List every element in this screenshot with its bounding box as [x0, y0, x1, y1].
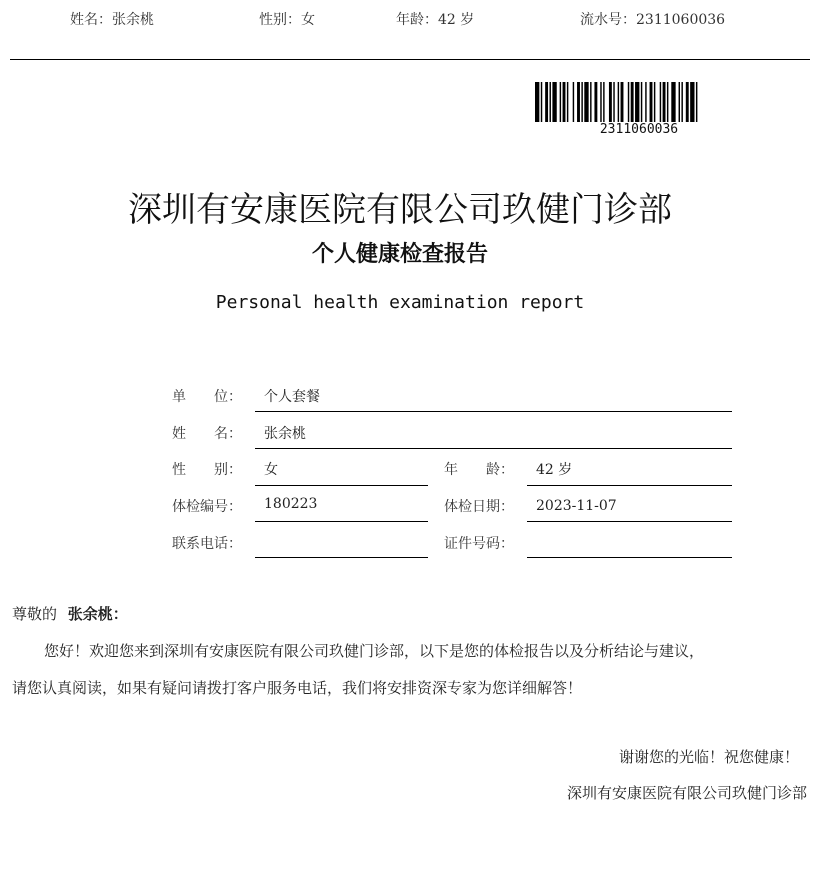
exam-number-value: 180223 — [264, 496, 318, 512]
salutation-name: 张余桃： — [67, 605, 128, 623]
barcode-bar — [641, 82, 642, 122]
age-underline — [527, 485, 732, 486]
signature-line: 深圳有安康医院有限公司玖健门诊部 — [566, 784, 807, 802]
report-title-cn: 个人健康检查报告 — [311, 241, 488, 267]
letter-line-2: 请您认真阅读，如果有疑问请拨打客户服务电话，我们将安排资深专家为您详细解答！ — [12, 679, 583, 697]
gender-value: 女 — [264, 462, 278, 478]
barcode-bar — [541, 82, 542, 122]
exam-date-value: 2023-11-07 — [536, 498, 617, 514]
unit-value: 个人套餐 — [264, 389, 320, 405]
barcode-bar — [584, 82, 588, 122]
unit-underline — [255, 411, 732, 412]
header-gender: 性别：女 — [259, 12, 315, 28]
salutation-prefix: 尊敬的 — [12, 605, 58, 623]
salutation — [12, 603, 128, 624]
letter-line-1: 您好！欢迎您来到深圳有安康医院有限公司玖健门诊部，以下是您的体检报告以及分析结论与建议， — [44, 642, 705, 660]
organization-title: 深圳有安康医院有限公司玖健门诊部 — [128, 190, 672, 230]
barcode-bar — [560, 82, 561, 122]
barcode-number: 2311060036 — [599, 122, 679, 137]
name-label: 姓 名： — [172, 426, 242, 442]
barcode-bar — [679, 82, 680, 122]
age-value: 42 岁 — [536, 462, 573, 478]
age-label: 年 龄： — [444, 462, 514, 478]
gender-underline — [255, 485, 428, 486]
exam-date-underline — [527, 521, 732, 522]
barcode-bar — [628, 82, 629, 122]
barcode-bar — [545, 82, 548, 122]
barcode-bar — [667, 82, 668, 122]
name-underline — [255, 448, 732, 449]
exam-number-label: 体检编号： — [172, 499, 242, 515]
barcode-bar — [550, 82, 551, 122]
header-divider — [10, 59, 810, 60]
barcode-bar — [590, 82, 591, 122]
phone-underline — [255, 557, 428, 558]
barcode-bar — [650, 82, 653, 122]
barcode — [535, 82, 743, 122]
header-age: 年龄：42 岁 — [396, 12, 475, 28]
barcode-bar — [690, 82, 694, 122]
header-serial: 流水号：2311060036 — [580, 12, 726, 28]
barcode-bar — [635, 82, 639, 122]
unit-label: 单 位： — [172, 389, 242, 405]
barcode-bar — [603, 82, 604, 122]
barcode-bar — [654, 82, 655, 122]
barcode-bar — [594, 82, 597, 122]
barcode-bar — [621, 82, 624, 122]
barcode-bar — [552, 82, 556, 122]
barcode-bar — [663, 82, 666, 122]
barcode-bar — [600, 82, 601, 122]
barcode-bar — [696, 82, 697, 122]
exam-date-label: 体检日期： — [444, 499, 514, 515]
exam-number-underline — [255, 521, 428, 522]
id-number-label: 证件号码： — [444, 536, 514, 552]
barcode-bar — [563, 82, 566, 122]
barcode-bar — [613, 82, 614, 122]
closing-line: 谢谢您的光临！祝您健康！ — [618, 748, 799, 766]
barcode-bar — [581, 82, 582, 122]
barcode-bar — [645, 82, 646, 122]
barcode-bar — [577, 82, 580, 122]
barcode-bar — [671, 82, 675, 122]
barcode-bar — [618, 82, 619, 122]
report-title-en: Personal health examination report — [215, 292, 585, 313]
barcode-bar — [609, 82, 612, 122]
barcode-bar — [660, 82, 661, 122]
header-name: 姓名：张余桃 — [70, 12, 154, 28]
name-value: 张余桃 — [264, 426, 306, 442]
barcode-bar — [686, 82, 689, 122]
barcode-bar — [573, 82, 574, 122]
barcode-bar — [535, 82, 539, 122]
id-number-underline — [527, 557, 732, 558]
barcode-bar — [681, 82, 682, 122]
barcode-bar — [567, 82, 568, 122]
gender-label: 性 别： — [172, 462, 242, 478]
barcode-bar — [631, 82, 634, 122]
phone-label: 联系电话： — [172, 536, 242, 552]
